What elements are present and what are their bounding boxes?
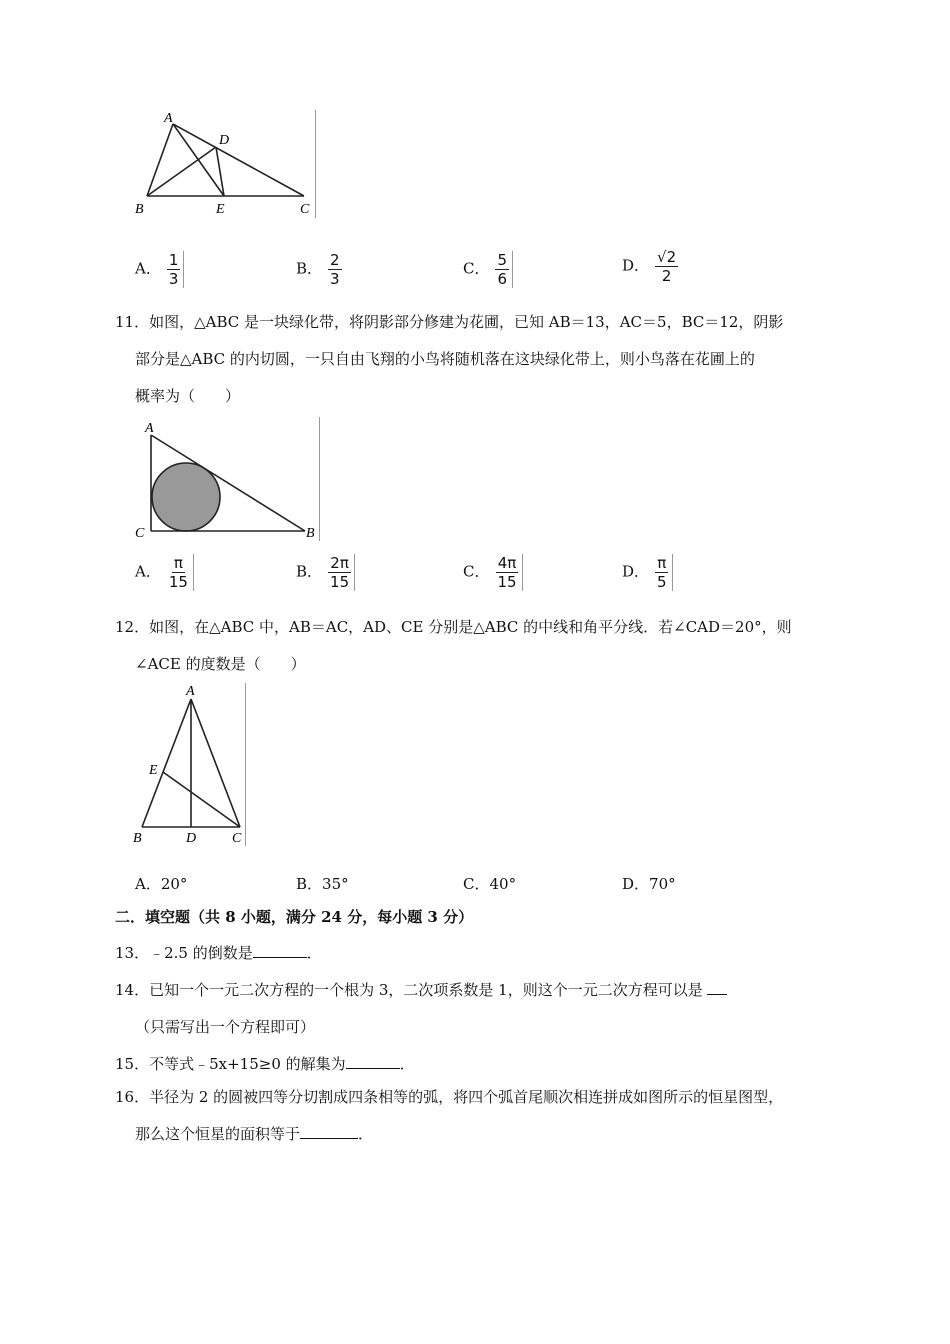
segment-ae [173, 124, 224, 196]
q11-option-b[interactable]: B． $\frac{2\pi}{15}$ [296, 554, 355, 591]
q15-text: 15．不等式﹣5x+15≥0 的解集为 [115, 1055, 346, 1073]
section2-title: 二．填空题（共 8 小题，满分 24 分，每小题 3 分） [115, 908, 474, 926]
q12-triangle-diagram [130, 683, 245, 846]
q14-text: 14．已知一个一元二次方程的一个根为 3，二次项系数是 1，则这个一元二次方程可以是 [115, 981, 703, 999]
q12-option-c[interactable]: C．40° [463, 875, 517, 893]
q13-answer-blank[interactable] [253, 943, 307, 958]
segment-ac [191, 699, 240, 827]
q12-option-b[interactable]: B．35° [296, 875, 349, 893]
label-a: A [186, 684, 195, 699]
q16-line2 [135, 1124, 373, 1144]
segment-bd [147, 147, 216, 196]
label-d: D [186, 831, 197, 846]
q10-option-a[interactable]: A． $\frac{1}{3}$ [135, 251, 184, 288]
label-b: B [135, 202, 144, 217]
label-c: C [300, 202, 310, 217]
label-b: B [133, 831, 142, 846]
q15-line [115, 1054, 415, 1074]
q13-line [115, 943, 322, 963]
label-a: A [164, 111, 173, 126]
q11-text-line3: 概率为（ ） [135, 387, 241, 405]
q12-option-a[interactable]: A．20° [135, 875, 188, 893]
q15-end: ． [399, 1055, 415, 1073]
q11-text-line1: 11．如图，△ABC 是一块绿化带，将阴影部分修建为花圃，已知 AB＝13，AC＝5，BC＝12，阴影 [115, 313, 784, 331]
label-e: E [216, 202, 225, 217]
label-c: C [232, 831, 242, 846]
q12-option-d[interactable]: D．70° [622, 875, 676, 893]
q16-text: 那么这个恒星的面积等于 [135, 1125, 301, 1143]
q13-end: ． [306, 944, 322, 962]
q11-option-d[interactable]: D． $\frac{\pi}{5}$ [622, 554, 673, 591]
q15-answer-blank[interactable] [346, 1054, 400, 1069]
label-e: E [149, 763, 158, 778]
q16-answer-blank[interactable] [300, 1124, 358, 1139]
q11-option-a[interactable]: A． $\frac{\pi}{15}$ [135, 554, 194, 591]
q14-line2: （只需写出一个方程即可） [135, 1018, 316, 1036]
q10-triangle-diagram [130, 110, 315, 218]
q14-answer-blank[interactable] [707, 980, 727, 995]
q11-option-c[interactable]: C． $\frac{4\pi}{15}$ [463, 554, 523, 591]
q10-option-b[interactable]: B． $\frac{2}{3}$ [296, 251, 340, 288]
q11-text-line2: 部分是△ABC 的内切圆，一只自由飞翔的小鸟将随机落在这块绿化带上，则小鸟落在花圃上的 [135, 350, 755, 368]
q14-line1 [115, 980, 727, 1000]
incircle-shaded [152, 463, 220, 531]
q10-option-d[interactable]: D． $\frac{√2}{2}$ [622, 248, 677, 285]
q10-figure [130, 110, 316, 218]
q16-end: ． [358, 1125, 374, 1143]
q12-text-line1: 12．如图，在△ABC 中，AB＝AC，AD、CE 分别是△ABC 的中线和角平分线．若∠CAD＝20°，则 [115, 618, 792, 636]
segment-ab [147, 124, 173, 196]
segment-ce [163, 772, 240, 827]
segment-de [216, 147, 224, 196]
q11-triangle-diagram [130, 417, 319, 541]
label-c: C [135, 526, 145, 541]
q16-line1: 16．半径为 2 的圆被四等分切割成四条相等的弧，将四个弧首尾顺次相连拼成如图所示的恒星图型， [115, 1088, 784, 1106]
q13-text: 13．﹣2.5 的倒数是 [115, 944, 253, 962]
q12-figure [130, 683, 246, 846]
label-b: B [306, 526, 315, 541]
q11-figure [130, 417, 320, 541]
label-d: D [219, 133, 230, 148]
q12-text-line2: ∠ACE 的度数是（ ） [135, 655, 306, 673]
label-a: A [145, 421, 154, 436]
q10-option-c[interactable]: C． $\frac{5}{6}$ [463, 251, 513, 288]
segment-ac [173, 124, 304, 196]
